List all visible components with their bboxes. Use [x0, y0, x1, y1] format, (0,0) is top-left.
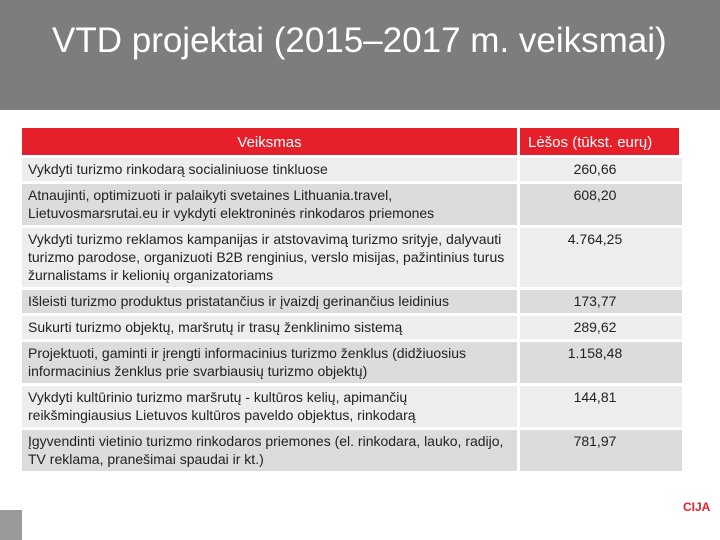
funds-cell: 608,20: [520, 181, 682, 225]
funds-cell: 289,62: [520, 313, 682, 339]
header-funds: Lėšos (tūkst. eurų): [520, 128, 682, 155]
funds-cell: 4.764,25: [520, 225, 682, 287]
action-cell: Vykdyti turizmo reklamos kampanijas ir atstovavimą turizmo srityje, dalyvauti turizmo parodose, organizuoti B2B renginius, verslo misijas, pažintinius turus žurnalistams ir kelionių organizatoriams: [22, 225, 520, 287]
logo-fragment: CIJA: [683, 500, 711, 514]
table-row: [22, 225, 682, 287]
funds-cell: 781,97: [520, 427, 682, 471]
action-cell: Projektuoti, gaminti ir įrengti informacinius turizmo ženklus (didžiuosius informacinius ženklus prie svarbiausių turizmo objektų): [22, 339, 520, 383]
action-cell: Atnaujinti, optimizuoti ir palaikyti svetaines Lithuania.travel, Lietuvosmarsrutai.eu ir vykdyti elektroninės rinkodaros priemones: [22, 181, 520, 225]
table-row: [22, 339, 682, 383]
funds-cell: 173,77: [520, 287, 682, 313]
action-cell: Sukurti turizmo objektų, maršrutų ir trasų ženklinimo sistemą: [22, 313, 520, 339]
table-row: [22, 181, 682, 225]
projects-table-container: [22, 128, 682, 471]
action-cell: Išleisti turizmo produktus pristatančius ir įvaizdį gerinančius leidinius: [22, 287, 520, 313]
table-header-row: [22, 128, 682, 155]
table-row: [22, 287, 682, 313]
footer-strip: [0, 510, 22, 540]
funds-cell: 260,66: [520, 155, 682, 181]
action-cell: Vykdyti kultūrinio turizmo maršrutų - kultūros kelių, apimančių reikšmingiausius Lietuvos kultūros paveldo objektus, rinkodarą: [22, 383, 520, 427]
table-row: [22, 313, 682, 339]
table-row: [22, 427, 682, 471]
projects-table: [22, 128, 682, 471]
table-row: [22, 383, 682, 427]
slide-header: [0, 0, 720, 110]
funds-cell: 1.158,48: [520, 339, 682, 383]
funds-cell: 144,81: [520, 383, 682, 427]
table-row: [22, 155, 682, 181]
action-cell: Įgyvendinti vietinio turizmo rinkodaros priemones (el. rinkodara, lauko, radijo, TV reklama, pranešimai spaudai ir kt.): [22, 427, 520, 471]
action-cell: Vykdyti turizmo rinkodarą socialiniuose tinkluose: [22, 155, 520, 181]
slide-title: VTD projektai (2015–2017 m. veiksmai): [52, 21, 667, 60]
header-action: Veiksmas: [22, 128, 520, 155]
